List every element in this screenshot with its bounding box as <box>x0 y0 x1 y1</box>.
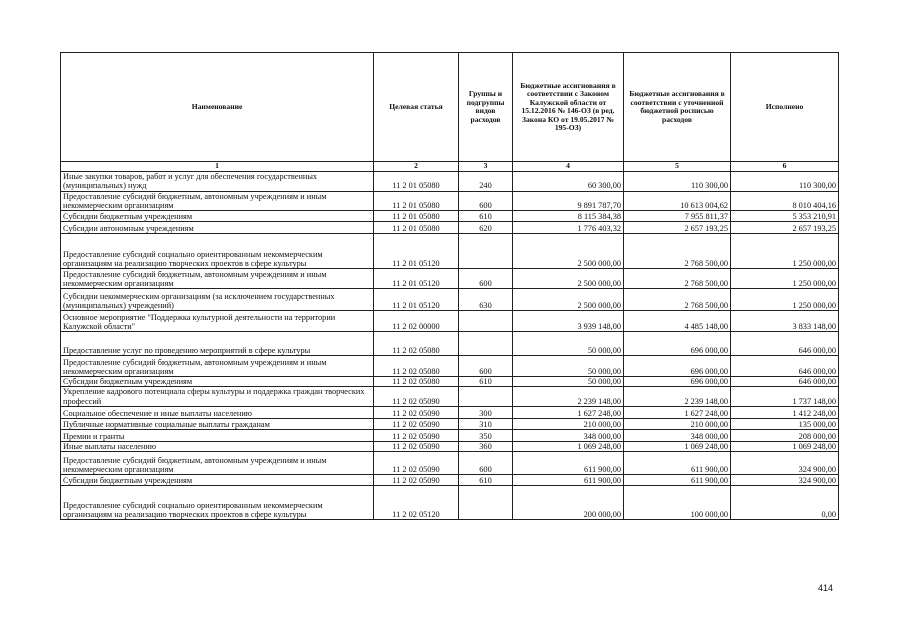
column-number: 1 <box>61 162 374 172</box>
row-target-article: 11 2 02 05080 <box>374 332 459 356</box>
row-law-allocation: 9 891 787,70 <box>513 191 624 211</box>
column-number: 6 <box>731 162 839 172</box>
row-executed: 1 250 000,00 <box>731 234 839 269</box>
row-law-allocation: 3 939 148,00 <box>513 311 624 332</box>
row-executed: 646 000,00 <box>731 332 839 356</box>
row-executed: 208 000,00 <box>731 429 839 441</box>
row-law-allocation: 60 300,00 <box>513 171 624 191</box>
row-law-allocation: 210 000,00 <box>513 418 624 429</box>
table-row <box>61 191 839 211</box>
row-name: Предоставление услуг по проведению мероприятий в сфере культуры <box>61 332 374 356</box>
row-refined-allocation: 2 768 500,00 <box>624 289 731 311</box>
row-expense-group: 600 <box>459 191 513 211</box>
row-name: Иные закупки товаров, работ и услуг для обеспечения государственных (муниципальных) нужд <box>61 171 374 191</box>
row-name: Предоставление субсидий бюджетным, автономным учреждениям и иным некоммерческим организациям <box>61 191 374 211</box>
row-refined-allocation: 2 657 193,25 <box>624 222 731 234</box>
row-expense-group: 600 <box>459 269 513 289</box>
header-executed: Исполнено <box>731 53 839 162</box>
header-expense-groups: Группы и подгруппы видов расходов <box>459 53 513 162</box>
row-expense-group: 630 <box>459 289 513 311</box>
row-executed: 324 900,00 <box>731 475 839 486</box>
row-target-article: 11 2 02 05120 <box>374 486 459 520</box>
table-row <box>61 387 839 407</box>
page-number: 414 <box>818 583 834 593</box>
row-executed: 1 250 000,00 <box>731 269 839 289</box>
row-name: Предоставление субсидий бюджетным, автономным учреждениям и иным некоммерческим организациям <box>61 269 374 289</box>
row-name: Предоставление субсидий бюджетным, автономным учреждениям и иным некоммерческим организациям <box>61 356 374 377</box>
column-number: 3 <box>459 162 513 172</box>
row-target-article: 11 2 01 05120 <box>374 234 459 269</box>
header-row <box>61 53 839 162</box>
row-refined-allocation: 2 768 500,00 <box>624 269 731 289</box>
row-executed: 5 353 210,91 <box>731 211 839 222</box>
row-refined-allocation: 611 900,00 <box>624 475 731 486</box>
row-target-article: 11 2 02 05090 <box>374 387 459 407</box>
row-executed: 646 000,00 <box>731 356 839 377</box>
budget-table <box>60 52 839 520</box>
row-target-article: 11 2 02 05090 <box>374 418 459 429</box>
row-expense-group: 300 <box>459 406 513 418</box>
row-law-allocation: 2 239 148,00 <box>513 387 624 407</box>
row-expense-group: 360 <box>459 441 513 451</box>
row-name: Иные выплаты населению <box>61 441 374 451</box>
row-executed: 1 250 000,00 <box>731 289 839 311</box>
row-name: Субсидии бюджетным учреждениям <box>61 211 374 222</box>
row-law-allocation: 611 900,00 <box>513 475 624 486</box>
table-row <box>61 441 839 451</box>
row-target-article: 11 2 01 05080 <box>374 211 459 222</box>
header-refined-allocations: Бюджетные ассигнования в соответствии с уточненной бюджетной росписью расходов <box>624 53 731 162</box>
column-number: 2 <box>374 162 459 172</box>
row-expense-group: 610 <box>459 211 513 222</box>
row-target-article: 11 2 01 05120 <box>374 269 459 289</box>
row-executed: 8 010 404,16 <box>731 191 839 211</box>
row-expense-group: 600 <box>459 452 513 475</box>
row-target-article: 11 2 01 05080 <box>374 171 459 191</box>
table-header <box>61 53 839 172</box>
row-law-allocation: 2 500 000,00 <box>513 269 624 289</box>
row-target-article: 11 2 02 05090 <box>374 406 459 418</box>
row-target-article: 11 2 02 05090 <box>374 441 459 451</box>
row-target-article: 11 2 02 05090 <box>374 475 459 486</box>
row-law-allocation: 50 000,00 <box>513 332 624 356</box>
row-refined-allocation: 100 000,00 <box>624 486 731 520</box>
row-executed: 324 900,00 <box>731 452 839 475</box>
row-name: Публичные нормативные социальные выплаты гражданам <box>61 418 374 429</box>
row-executed: 3 833 148,00 <box>731 311 839 332</box>
header-name: Наименование <box>61 53 374 162</box>
row-refined-allocation: 4 485 148,00 <box>624 311 731 332</box>
row-name: Социальное обеспечение и иные выплаты населению <box>61 406 374 418</box>
row-target-article: 11 2 02 05090 <box>374 452 459 475</box>
row-name: Основное мероприятие "Поддержка культурной деятельности на территории Калужской области" <box>61 311 374 332</box>
row-law-allocation: 611 900,00 <box>513 452 624 475</box>
row-expense-group <box>459 332 513 356</box>
row-refined-allocation: 696 000,00 <box>624 356 731 377</box>
row-executed: 646 000,00 <box>731 377 839 387</box>
row-refined-allocation: 348 000,00 <box>624 429 731 441</box>
table-row <box>61 269 839 289</box>
row-expense-group: 600 <box>459 356 513 377</box>
row-target-article: 11 2 02 05080 <box>374 377 459 387</box>
row-refined-allocation: 10 613 004,62 <box>624 191 731 211</box>
row-name: Субсидии автономным учреждениям <box>61 222 374 234</box>
row-law-allocation: 2 500 000,00 <box>513 289 624 311</box>
row-target-article: 11 2 01 05080 <box>374 222 459 234</box>
row-name: Субсидии бюджетным учреждениям <box>61 377 374 387</box>
table-row <box>61 475 839 486</box>
row-target-article: 11 2 01 05120 <box>374 289 459 311</box>
row-refined-allocation: 1 627 248,00 <box>624 406 731 418</box>
row-law-allocation: 50 000,00 <box>513 377 624 387</box>
table-row <box>61 429 839 441</box>
row-law-allocation: 348 000,00 <box>513 429 624 441</box>
table-row <box>61 311 839 332</box>
row-name: Предоставление субсидий бюджетным, автономным учреждениям и иным некоммерческим организациям <box>61 452 374 475</box>
row-refined-allocation: 1 069 248,00 <box>624 441 731 451</box>
row-expense-group: 610 <box>459 377 513 387</box>
row-law-allocation: 1 776 403,32 <box>513 222 624 234</box>
column-number-row <box>61 162 839 172</box>
row-name: Субсидии бюджетным учреждениям <box>61 475 374 486</box>
table-row <box>61 222 839 234</box>
header-law-allocations: Бюджетные ассигнования в соответствии с Законом Калужской области от 15.12.2016 № 146-ОЗ (в ред. Закона КО от 19.05.2017 № 195-ОЗ) <box>513 53 624 162</box>
header-target-article: Целевая статья <box>374 53 459 162</box>
table-row <box>61 211 839 222</box>
table-row <box>61 289 839 311</box>
table-row <box>61 332 839 356</box>
row-expense-group: 620 <box>459 222 513 234</box>
row-name: Предоставление субсидий социально ориентированным некоммерческим организациям на реализацию творческих проектов в сфере культуры <box>61 486 374 520</box>
table-row <box>61 377 839 387</box>
row-executed: 110 300,00 <box>731 171 839 191</box>
row-expense-group <box>459 311 513 332</box>
row-expense-group <box>459 486 513 520</box>
row-refined-allocation: 7 955 811,37 <box>624 211 731 222</box>
row-refined-allocation: 696 000,00 <box>624 332 731 356</box>
table-row <box>61 234 839 269</box>
row-executed: 2 657 193,25 <box>731 222 839 234</box>
table-row <box>61 418 839 429</box>
table-body <box>61 171 839 520</box>
row-law-allocation: 50 000,00 <box>513 356 624 377</box>
row-expense-group: 240 <box>459 171 513 191</box>
table-row <box>61 171 839 191</box>
row-expense-group <box>459 234 513 269</box>
row-target-article: 11 2 02 00000 <box>374 311 459 332</box>
table-row <box>61 406 839 418</box>
row-expense-group: 310 <box>459 418 513 429</box>
row-law-allocation: 2 500 000,00 <box>513 234 624 269</box>
row-law-allocation: 1 069 248,00 <box>513 441 624 451</box>
row-law-allocation: 1 627 248,00 <box>513 406 624 418</box>
row-refined-allocation: 696 000,00 <box>624 377 731 387</box>
table-row <box>61 486 839 520</box>
row-refined-allocation: 611 900,00 <box>624 452 731 475</box>
row-executed: 135 000,00 <box>731 418 839 429</box>
column-number: 4 <box>513 162 624 172</box>
table-row <box>61 452 839 475</box>
row-executed: 1 737 148,00 <box>731 387 839 407</box>
row-executed: 1 069 248,00 <box>731 441 839 451</box>
row-name: Укрепление кадрового потенциала сферы культуры и поддержка граждан творческих профессий <box>61 387 374 407</box>
table-row <box>61 356 839 377</box>
row-expense-group: 350 <box>459 429 513 441</box>
row-target-article: 11 2 01 05080 <box>374 191 459 211</box>
row-law-allocation: 8 115 384,38 <box>513 211 624 222</box>
row-executed: 1 412 248,00 <box>731 406 839 418</box>
row-refined-allocation: 2 239 148,00 <box>624 387 731 407</box>
row-refined-allocation: 110 300,00 <box>624 171 731 191</box>
row-expense-group <box>459 387 513 407</box>
row-refined-allocation: 2 768 500,00 <box>624 234 731 269</box>
row-expense-group: 610 <box>459 475 513 486</box>
row-name: Субсидии некоммерческим организациям (за исключением государственных (муниципальных) учреждений) <box>61 289 374 311</box>
row-refined-allocation: 210 000,00 <box>624 418 731 429</box>
row-target-article: 11 2 02 05080 <box>374 356 459 377</box>
row-law-allocation: 200 000,00 <box>513 486 624 520</box>
column-number: 5 <box>624 162 731 172</box>
row-name: Предоставление субсидий социально ориентированным некоммерческим организациям на реализацию творческих проектов в сфере культуры <box>61 234 374 269</box>
row-name: Премии и гранты <box>61 429 374 441</box>
row-executed: 0,00 <box>731 486 839 520</box>
row-target-article: 11 2 02 05090 <box>374 429 459 441</box>
